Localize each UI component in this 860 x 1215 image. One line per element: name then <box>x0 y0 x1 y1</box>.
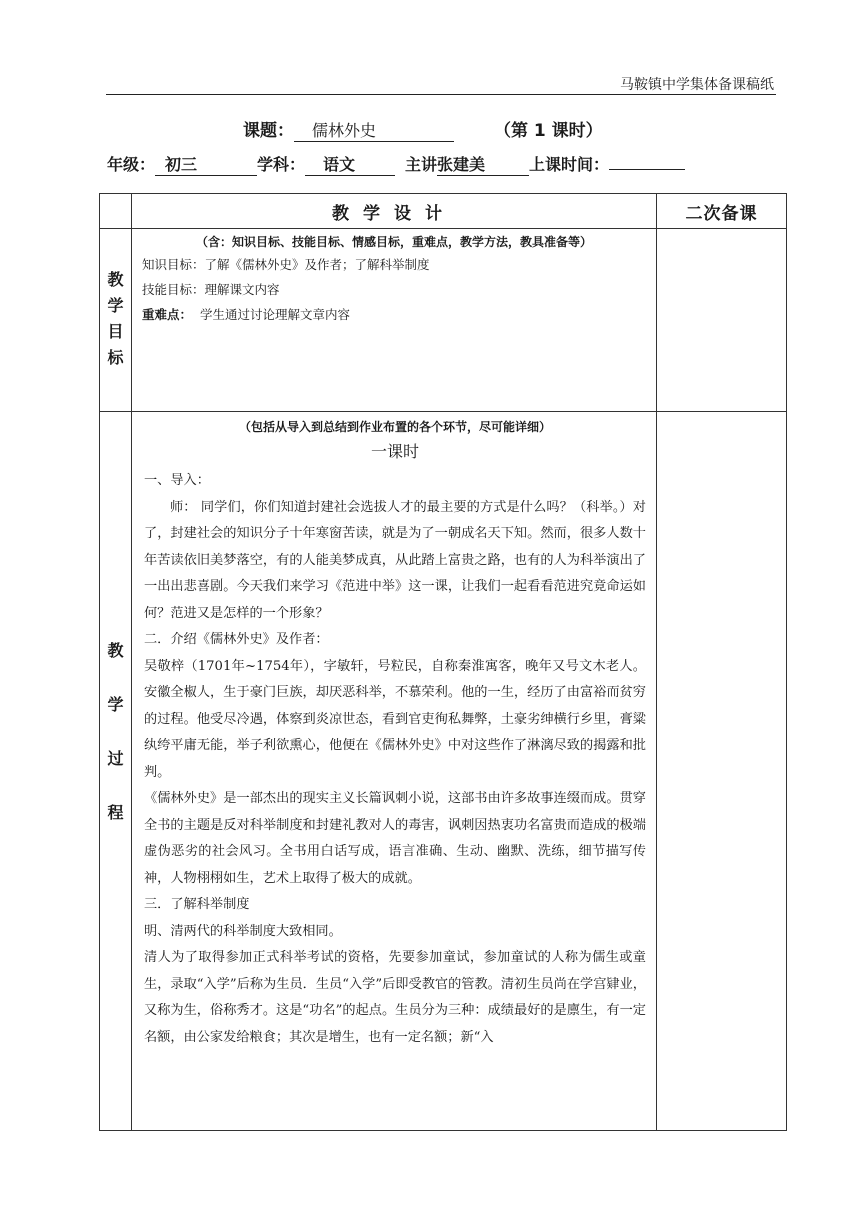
process-label-char: 程 <box>107 803 124 822</box>
paragraph: 吴敬梓（1701年~1754年），字敏轩，号粒民，自称秦淮寓客，晚年又号文木老人。安徽全椒人，生于豪门巨族，却厌恶科举，不慕荣利。他的一生，经历了由富裕而贫穷的过程。他受尽冷遇，体察到炎凉世态，看到官吏徇私舞弊，土豪劣绅横行乡里，膏粱纨绔平庸无能，举子利欲熏心，他便在《儒林外史》中对这些作了淋漓尽致的揭露和批判。 <box>144 658 646 780</box>
goals-label-char: 学 <box>107 296 124 315</box>
goals-note: （含：知识目标、技能目标、情感目标，重难点，教学方法，教具准备等） <box>195 235 592 249</box>
paragraph: 师： 同学们，你们知道封建社会选拔人才的最主要的方式是什么吗？（科举。）对了，封建社会的知识分子十年寒窗苦读，就是为了一朝成名天下知。然而，很多人数十年苦读依旧美梦落空，有的人能美梦成真，从此踏上富贵之路，也有的人为科举演出了一出出悲喜剧。今天我们来学习《范进中举》这一课，让我们一起看看范进究竟命运如何？范进又是怎样的一个形象？ <box>144 499 646 621</box>
process-label-char: 学 <box>107 695 124 714</box>
process-label-char: 教 <box>107 641 124 660</box>
time-value <box>609 169 685 170</box>
title-label: 课题： <box>243 121 294 141</box>
skill-goal: 技能目标：理解课文内容 <box>142 282 280 297</box>
process-content <box>132 412 657 1131</box>
design-header: 教学设计 <box>132 194 657 229</box>
knowledge-goal: 知识目标：了解《儒林外史》及作者；了解科举制度 <box>142 257 430 272</box>
goals-label-char: 标 <box>107 348 124 367</box>
speaker-label: 主讲 <box>405 155 438 174</box>
info-row <box>107 152 685 176</box>
process-row <box>100 412 787 1131</box>
goals-content <box>132 229 657 412</box>
header-rule <box>106 94 776 95</box>
goals-second-prep <box>657 229 787 412</box>
goals-label-char: 目 <box>107 322 124 341</box>
key-text: 学生通过讨论理解文章内容 <box>199 307 350 322</box>
process-label-char: 过 <box>107 749 124 768</box>
paragraph: 《儒林外史》是一部杰出的现实主义长篇讽刺小说，这部书由许多故事连缀而成。贯穿全书的主题是反对科举制度和封建礼教对人的毒害，讽刺因热衷功名富贵而造成的极端虚伪恶劣的社会风习。全书用白话写成，语言准确、生动、幽默、洗练，细节描写传神，人物栩栩如生，艺术上取得了极大的成就。 <box>144 791 646 886</box>
paragraph: 一、导入： <box>144 473 210 488</box>
key-points <box>142 306 646 324</box>
process-label <box>100 412 132 1131</box>
title-row <box>243 116 603 142</box>
grade-label: 年级： <box>107 155 156 174</box>
lesson-number: （第 1 课时） <box>494 121 603 141</box>
goals-label <box>100 229 132 412</box>
process-second-prep <box>657 412 787 1131</box>
session-title: 一课时 <box>370 442 419 461</box>
grade-value: 初三 <box>155 152 257 176</box>
paragraph: 二．介绍《儒林外史》及作者： <box>144 632 329 647</box>
time-label: 上课时间： <box>529 155 610 174</box>
title-topic: 儒林外史 <box>294 118 454 142</box>
goals-label-char: 教 <box>107 270 124 289</box>
school-header: 马鞍镇中学集体备课稿纸 <box>620 77 774 93</box>
speaker-value: 张建美 <box>437 152 529 176</box>
subject-value: 语文 <box>305 152 395 176</box>
corner-cell <box>100 194 132 229</box>
table-header-row <box>100 194 787 229</box>
goals-row <box>100 229 787 412</box>
paragraph: 清人为了取得参加正式科举考试的资格，先要参加童试，参加童试的人称为儒生或童生，录取“入学”后称为生员．生员“入学”后即受教官的管教。清初生员尚在学宫肄业，又称为生，俗称秀才。这是“功名”的起点。生员分为三种：成绩最好的是廪生，有一定名额，由公家发给粮食；其次是增生，也有一定名额；新“入 <box>144 950 646 1045</box>
paragraph: 明、清两代的科举制度大致相同。 <box>144 923 342 939</box>
subject-label: 学科： <box>257 155 306 174</box>
key-label: 重难点： <box>142 307 193 322</box>
paragraph: 三．了解科举制度 <box>144 897 250 912</box>
lesson-plan-table <box>99 193 787 1131</box>
second-prep-header: 二次备课 <box>657 194 787 229</box>
process-note: （包括从导入到总结到作业布置的各个环节，尽可能详细） <box>238 420 551 434</box>
